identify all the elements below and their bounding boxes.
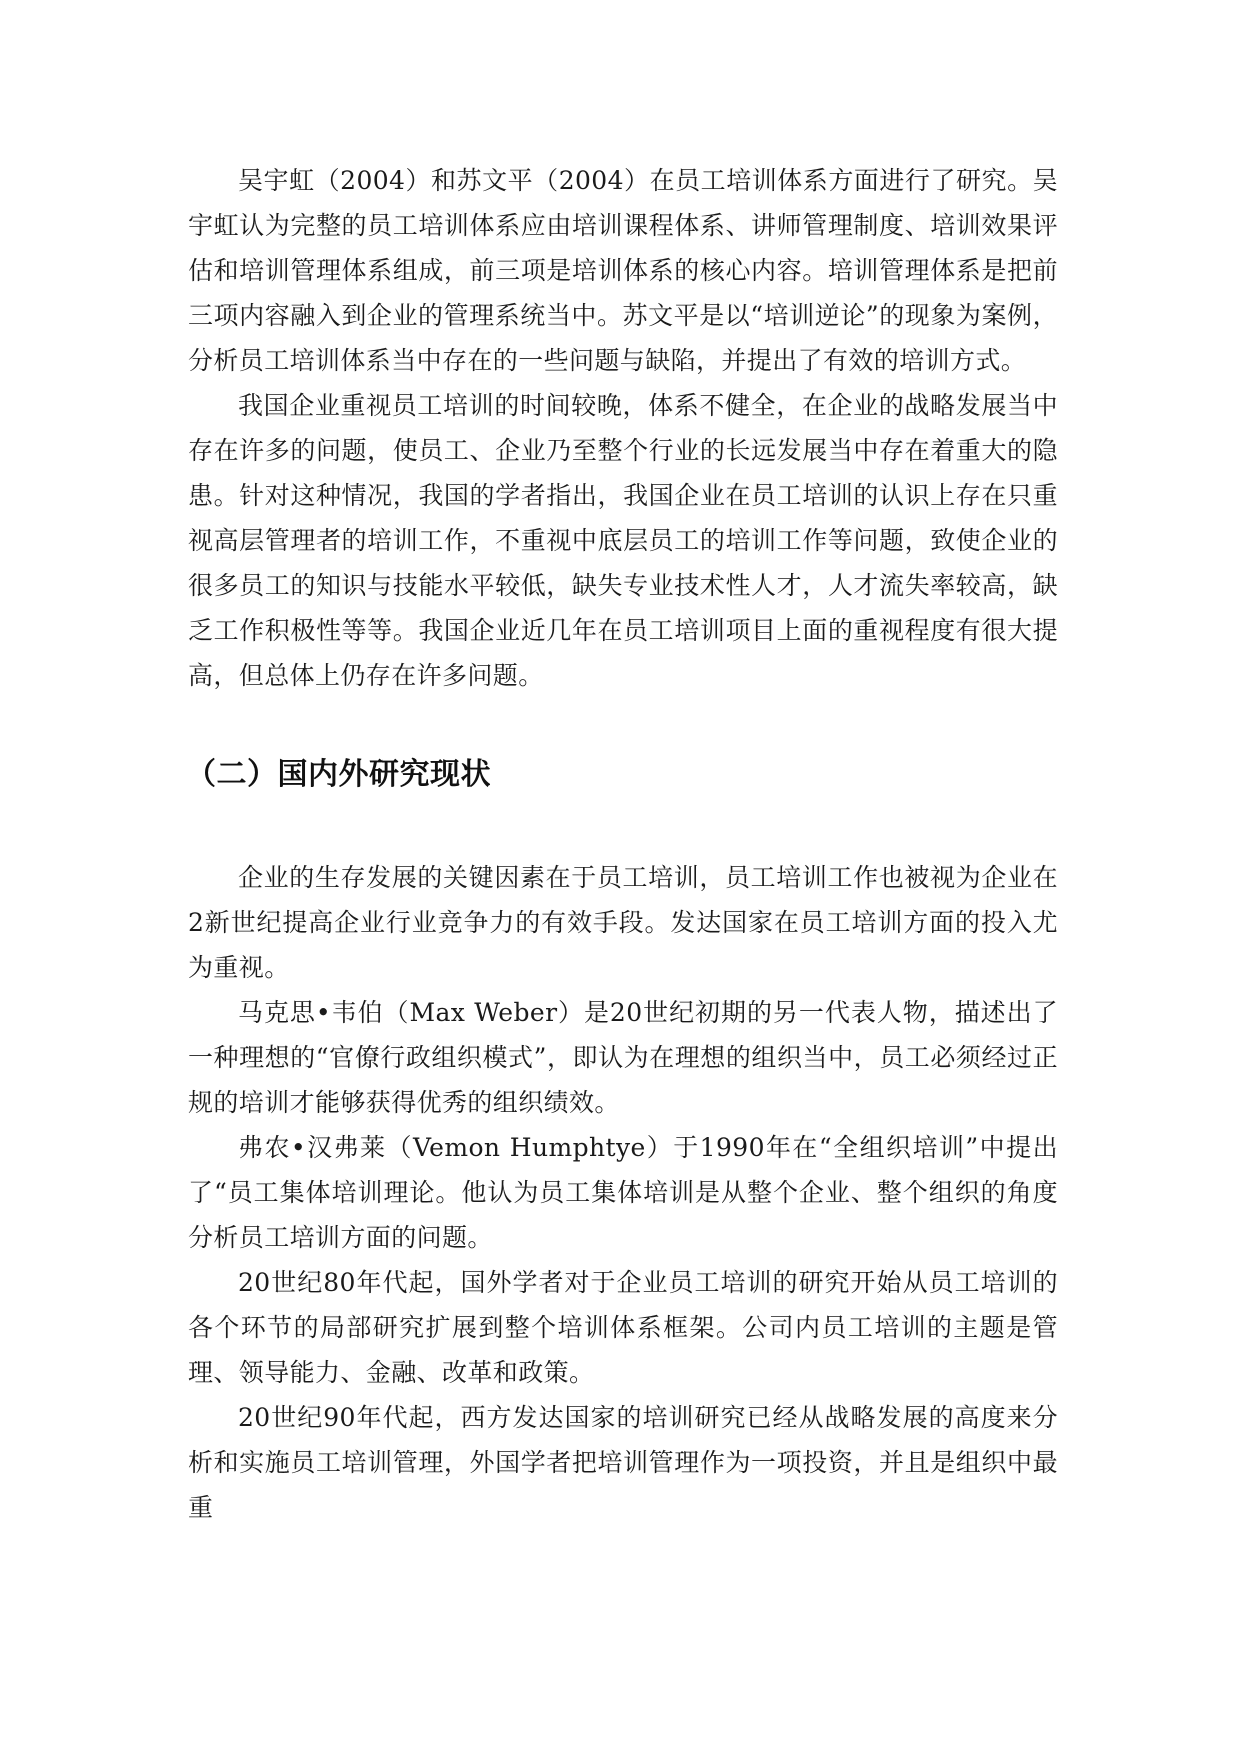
paragraph-training-key-factor: 企业的生存发展的关键因素在于员工培训，员工培训工作也被视为企业在2新世纪提高企业行业竞争力的有效手段。发达国家在员工培训方面的投入尤为重视。 [188,863,1058,982]
page-content [188,158,1058,1530]
paragraph-1980s-research: 20世纪80年代起，国外学者对于企业员工培训的研究开始从员工培训的各个环节的局部研究扩展到整个培训体系框架。公司内员工培训的主题是管理、领导能力、金融、改革和政策。 [188,1268,1058,1387]
paragraph-domestic-training-issues: 我国企业重视员工培训的时间较晚，体系不健全，在企业的战略发展当中存在许多的问题，使员工、企业乃至整个行业的长远发展当中存在着重大的隐患。针对这种情况，我国的学者指出，我国企业在员工培训的认识上存在只重视高层管理者的培训工作，不重视中底层员工的培训工作等问题，致使企业的很多员工的知识与技能水平较低，缺失专业技术性人才，人才流失率较高，缺乏工作积极性等等。我国企业近几年在员工培训项目上面的重视程度有很大提高，但总体上仍存在许多问题。 [188,391,1058,690]
paragraph-1990s-research: 20世纪90年代起，西方发达国家的培训研究已经从战略发展的高度来分析和实施员工培训管理，外国学者把培训管理作为一项投资，并且是组织中最重 [188,1403,1058,1522]
section-heading: （二）国内外研究现状 [186,757,491,792]
paragraph-training-system-research: 吴宇虹（2004）和苏文平（2004）在员工培训体系方面进行了研究。吴宇虹认为完整的员工培训体系应由培训课程体系、讲师管理制度、培训效果评估和培训管理体系组成，前三项是培训体系的核心内容。培训管理体系是把前三项内容融入到企业的管理系统当中。苏文平是以“培训逆论”的现象为案例，分析员工培训体系当中存在的一些问题与缺陷，并提出了有效的培训方式。 [188,166,1058,375]
paragraph-max-weber: 马克思•韦伯（Max Weber）是20世纪初期的另一代表人物，描述出了一种理想的“官僚行政组织模式”，即认为在理想的组织当中，员工必须经过正规的培训才能够获得优秀的组织绩效。 [188,998,1058,1117]
paragraph-vemon-humphtye: 弗农•汉弗莱（Vemon Humphtye）于1990年在“全组织培训”中提出了“员工集体培训理论。他认为员工集体培训是从整个企业、整个组织的角度分析员工培训方面的问题。 [188,1133,1058,1252]
